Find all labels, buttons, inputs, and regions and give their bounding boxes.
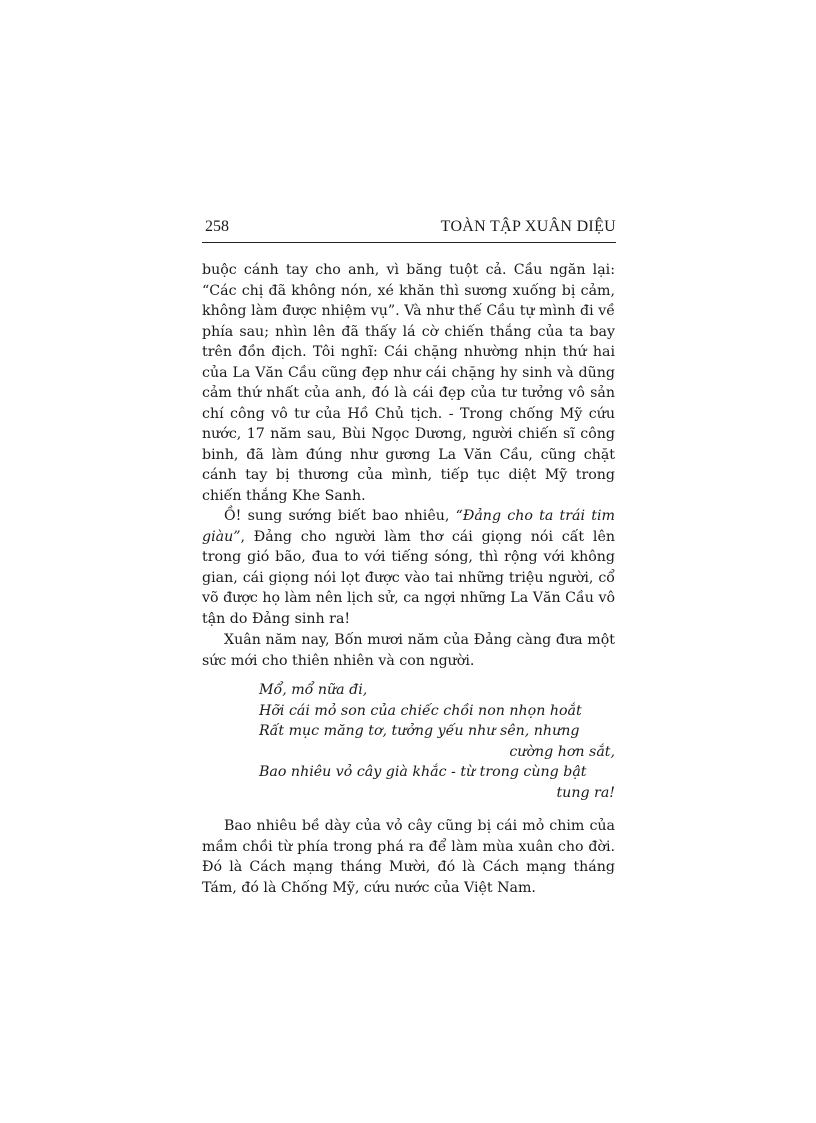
paragraph-2-start: Ồ! sung sướng biết bao nhiêu, xyxy=(224,508,456,524)
paragraph-1: buộc cánh tay cho anh, vì băng tuột cả. Cầu ngăn lại: “Các chị đã không nón, xé khăn thì sương xuống bị cảm, không làm được nhiệm vụ”. Và như thế Cầu tự mình đi về phía sau; nhìn lên đã thấy lá cờ chiến thắng của ta bay trên đồn địch. Tôi nghĩ: Cái chặng nhường nhịn thứ hai của La Văn Cầu cũng đẹp như cái chặng hy sinh và dũng cảm thứ nhất của anh, đó là cái đẹp của tư tưởng vô sản chí công vô tư của Hồ Chủ tịch. - Trong chống Mỹ cứu nước, 17 năm sau, Bùi Ngọc Dương, người chiến sĩ công binh, đã làm đúng như gương La Văn Cầu, cũng chặt cánh tay bị thương của mình, tiếp tục diệt Mỹ trong chiến thắng Khe Sanh. xyxy=(202,262,615,504)
poem-line-4: Bao nhiêu vỏ cây già khắc - từ trong cùng bật xyxy=(259,764,587,780)
paragraph-4: Bao nhiêu bề dày của vỏ cây cũng bị cái mỏ chim của mầm chồi từ phía trong phá ra để làm mùa xuân cho đời. Đó là Cách mạng tháng Mười, đó là Cách mạng tháng Tám, đó là Chống Mỹ, cứu nước của Việt Nam. xyxy=(202,818,615,896)
paragraph-2 xyxy=(202,506,615,629)
quote-dang-cho-ta: “Đảng cho ta trái tim giàu” xyxy=(202,508,615,545)
poem-line-3: Rất mục măng tơ, tưởng yếu như sên, nhưng xyxy=(259,723,580,739)
poem-line-2: Hỡi cái mỏ son của chiếc chồi non nhọn hoắt xyxy=(259,702,582,719)
poem-block xyxy=(259,680,615,803)
body-text xyxy=(202,260,615,898)
poem-line-1: Mổ, mổ nữa đi, xyxy=(259,682,368,698)
paragraph-2-end: , Đảng cho người làm thơ cái giọng nói cất lên trong gió bão, đua to với tiếng sóng, thì rộng với không gian, cái giọng nói lọt được vào tai những triệu người, cổ võ được họ làm nên lịch sử, ca ngợi những La Văn Cầu vô tận do Đảng sinh ra! xyxy=(202,528,615,627)
page-header xyxy=(202,216,616,243)
poem-line-3-continuation: cường hơn sắt, xyxy=(509,743,615,760)
page-number: 258 xyxy=(205,218,229,235)
running-title: TOÀN TẬP XUÂN DIỆU xyxy=(440,218,616,235)
poem-line-4-continuation: tung ra! xyxy=(556,784,615,801)
paragraph-3: Xuân năm nay, Bốn mươi năm của Đảng càng đưa một sức mới cho thiên nhiên và con người. xyxy=(202,632,615,669)
